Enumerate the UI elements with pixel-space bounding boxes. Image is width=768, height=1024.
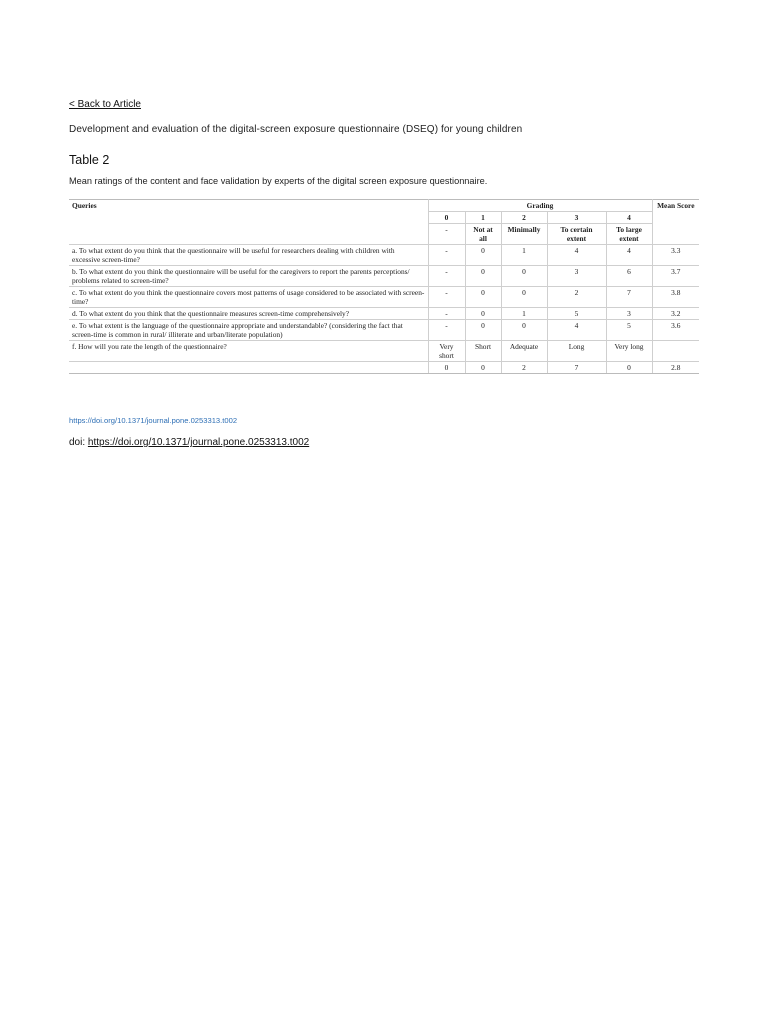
query-cell: e. To what extent is the language of the questionnaire appropriate and understandable? (considering the fact that screen-time is common in rural/ illiterate and urban/literate population) — [69, 320, 428, 341]
mean-cell: 3.2 — [652, 308, 699, 320]
value-cell: 1 — [501, 308, 547, 320]
data-table-container — [69, 199, 699, 374]
value-cell: 0 — [428, 362, 465, 374]
value-cell: 7 — [547, 362, 606, 374]
value-cell: 3 — [547, 266, 606, 287]
table-doi-link[interactable]: https://doi.org/10.1371/journal.pone.0253313.t002 — [69, 416, 238, 425]
value-cell: 0 — [501, 266, 547, 287]
length-label-cell: Adequate — [501, 341, 547, 362]
value-cell: 0 — [606, 362, 652, 374]
grade-label: Not at all — [465, 224, 501, 245]
table-row — [69, 308, 699, 320]
value-cell: 2 — [501, 362, 547, 374]
length-label-cell: Very long — [606, 341, 652, 362]
query-cell: d. To what extent do you think that the questionnaire measures screen-time comprehensively? — [69, 308, 428, 320]
value-cell: - — [428, 245, 465, 266]
table-row — [69, 362, 699, 374]
table-row — [69, 266, 699, 287]
back-to-article-link[interactable]: < Back to Article — [69, 99, 141, 110]
table-heading: Table 2 — [69, 153, 110, 167]
doi-link[interactable]: https://doi.org/10.1371/journal.pone.0253313.t002 — [87, 437, 310, 448]
header-grading: Grading — [428, 200, 652, 212]
value-cell: - — [428, 308, 465, 320]
table-row — [69, 287, 699, 308]
ratings-table — [69, 199, 699, 374]
value-cell: 5 — [606, 320, 652, 341]
value-cell: 6 — [606, 266, 652, 287]
value-cell: 4 — [547, 320, 606, 341]
grade-number: 0 — [428, 212, 465, 224]
grade-label: To large extent — [606, 224, 652, 245]
header-mean-score: Mean Score — [652, 200, 699, 245]
value-cell: 0 — [465, 287, 501, 308]
mean-cell: 3.7 — [652, 266, 699, 287]
query-cell — [69, 362, 428, 374]
value-cell: 0 — [465, 245, 501, 266]
value-cell: 5 — [547, 308, 606, 320]
value-cell: 4 — [606, 245, 652, 266]
table-row — [69, 341, 699, 362]
grade-number: 3 — [547, 212, 606, 224]
query-cell: b. To what extent do you think the questionnaire will be useful for the caregivers to report the parents perceptions/ problems related to screen-time? — [69, 266, 428, 287]
mean-cell: 3.8 — [652, 287, 699, 308]
value-cell: 2 — [547, 287, 606, 308]
value-cell: 0 — [465, 266, 501, 287]
value-cell: 4 — [547, 245, 606, 266]
value-cell: 1 — [501, 245, 547, 266]
doi-line — [69, 437, 309, 448]
grade-number: 1 — [465, 212, 501, 224]
grade-number: 4 — [606, 212, 652, 224]
mean-cell: 2.8 — [652, 362, 699, 374]
value-cell: 0 — [465, 362, 501, 374]
length-label-cell: Short — [465, 341, 501, 362]
query-cell: c. To what extent do you think the questionnaire covers most patterns of usage considered to be associated with screen-time? — [69, 287, 428, 308]
length-label-cell: Long — [547, 341, 606, 362]
mean-cell — [652, 341, 699, 362]
value-cell: - — [428, 266, 465, 287]
value-cell: 0 — [501, 287, 547, 308]
mean-cell: 3.3 — [652, 245, 699, 266]
article-title: Development and evaluation of the digital-screen exposure questionnaire (DSEQ) for young children — [69, 124, 523, 135]
value-cell: 0 — [501, 320, 547, 341]
query-cell: a. To what extent do you think that the questionnaire will be useful for researchers dealing with children with excessive screen-time? — [69, 245, 428, 266]
grade-label: - — [428, 224, 465, 245]
value-cell: 3 — [606, 308, 652, 320]
value-cell: - — [428, 320, 465, 341]
table-row — [69, 245, 699, 266]
grade-label: Minimally — [501, 224, 547, 245]
table-caption: Mean ratings of the content and face validation by experts of the digital screen exposure questionnaire. — [69, 176, 488, 186]
query-cell: f. How will you rate the length of the questionnaire? — [69, 341, 428, 362]
grade-label: To certain extent — [547, 224, 606, 245]
grade-number: 2 — [501, 212, 547, 224]
doi-prefix: doi: — [69, 437, 88, 448]
value-cell: 0 — [465, 308, 501, 320]
value-cell: 7 — [606, 287, 652, 308]
length-label-cell: Very short — [428, 341, 465, 362]
header-queries: Queries — [69, 200, 428, 245]
value-cell: 0 — [465, 320, 501, 341]
table-row — [69, 320, 699, 341]
value-cell: - — [428, 287, 465, 308]
mean-cell: 3.6 — [652, 320, 699, 341]
